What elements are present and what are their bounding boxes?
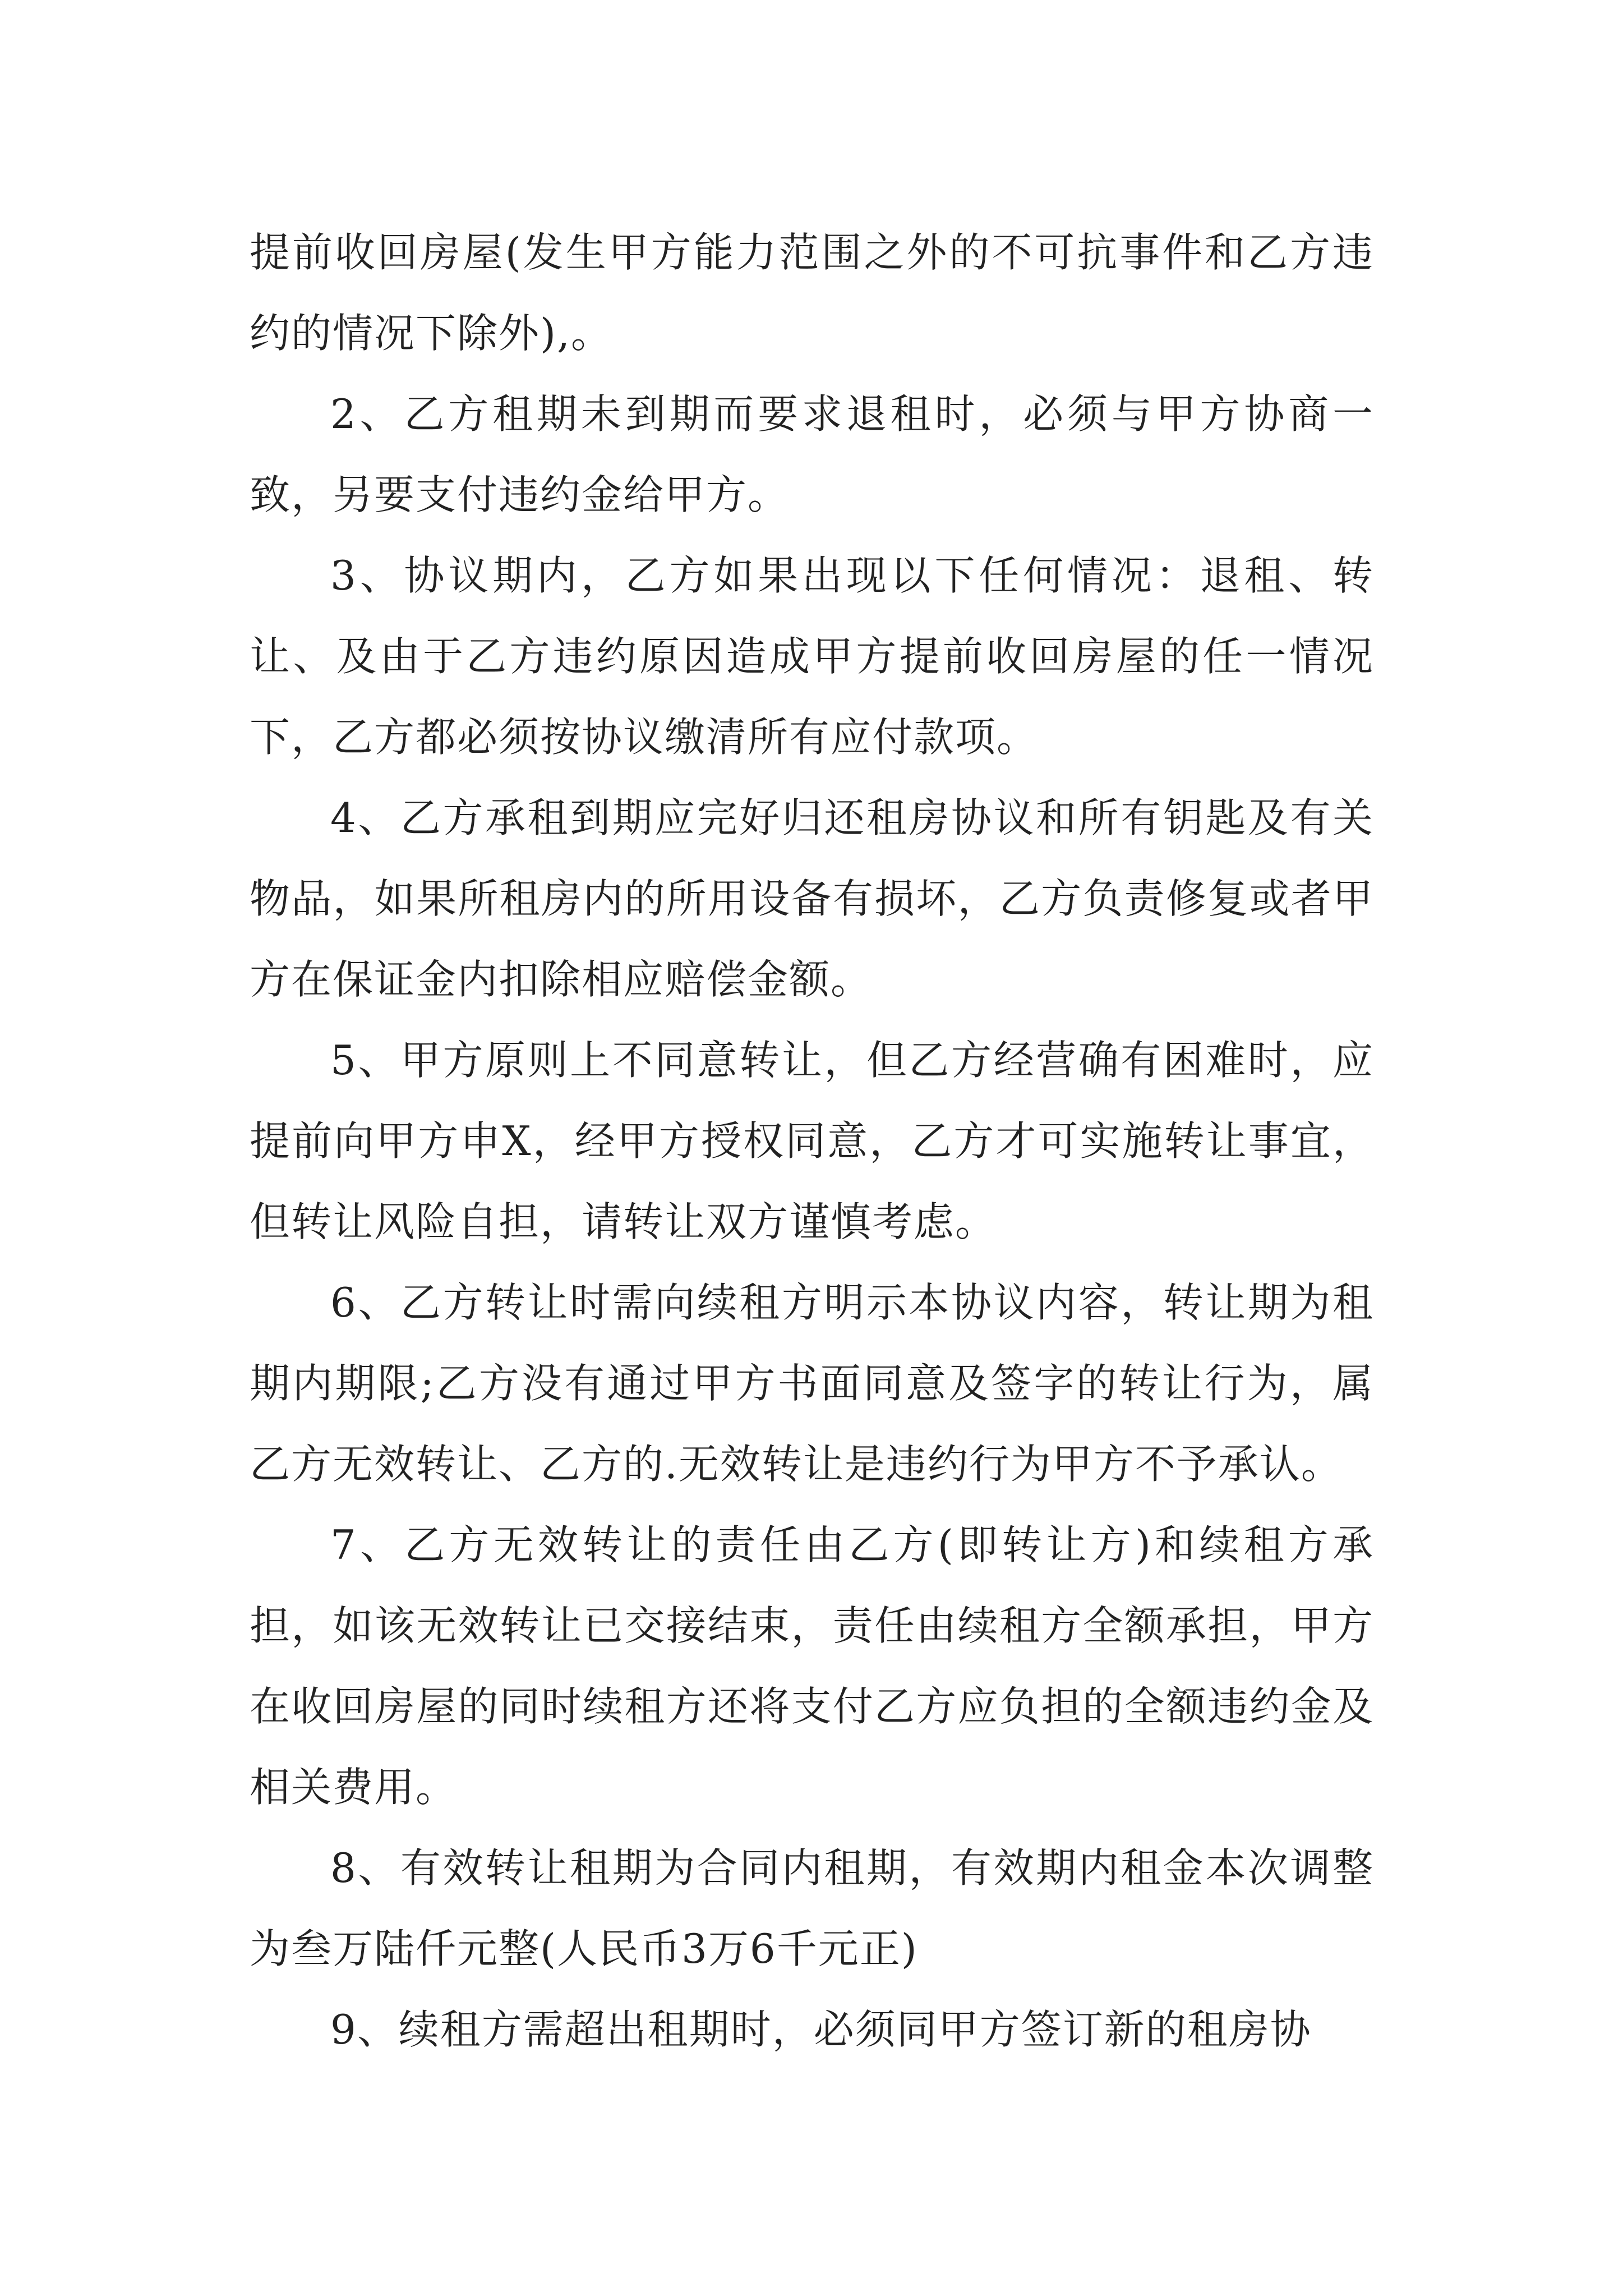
clause-3: 3、协议期内，乙方如果出现以下任何情况：退租、转让、及由于乙方违约原因造成甲方提前收回房屋的任一情况下，乙方都必须按协议缴清所有应付款项。	[250, 552, 1374, 761]
clause-6: 6、乙方转让时需向续租方明示本协议内容，转让期为租期内期限;乙方没有通过甲方书面同意及签字的转让行为，属乙方无效转让、乙方的.无效转让是违约行为甲方不予承认。	[250, 1279, 1374, 1488]
clause-4: 4、乙方承租到期应完好归还租房协议和所有钥匙及有关物品，如果所租房内的所用设备有损坏，乙方负责修复或者甲方在保证金内扣除相应赔偿金额。	[250, 794, 1374, 1003]
document-body	[250, 212, 1374, 2070]
clause-7: 7、乙方无效转让的责任由乙方(即转让方)和续租方承担，如该无效转让已交接结束，责任由续租方全额承担，甲方在收回房屋的同时续租方还将支付乙方应负担的全额违约金及相关费用。	[250, 1521, 1374, 1811]
clause-9: 9、续租方需超出租期时，必须同甲方签订新的租房协	[330, 2006, 1312, 2053]
clause-8: 8、有效转让租期为合同内租期，有效期内租金本次调整为叁万陆仟元整(人民币3万6千元正)	[250, 1844, 1374, 1972]
paragraph-continuation: 提前收回房屋(发生甲方能力范围之外的不可抗事件和乙方违约的情况下除外),。	[250, 229, 1374, 357]
clause-2: 2、乙方租期未到期而要求退租时，必须与甲方协商一致，另要支付违约金给甲方。	[250, 390, 1374, 518]
clause-5: 5、甲方原则上不同意转让，但乙方经营确有困难时，应提前向甲方申X，经甲方授权同意，乙方才可实施转让事宜，但转让风险自担，请转让双方谨慎考虑。	[250, 1037, 1374, 1245]
